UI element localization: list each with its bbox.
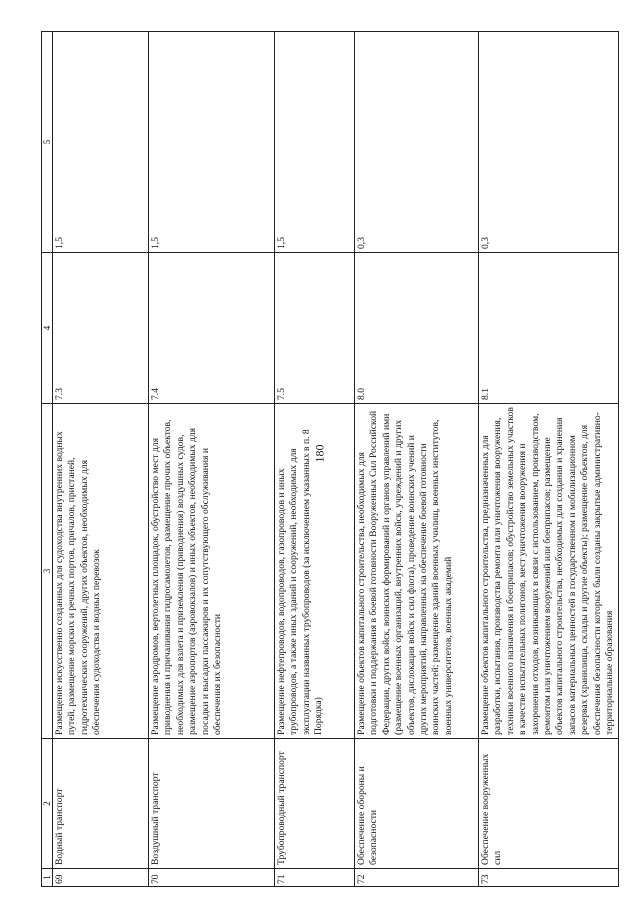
row-number: 73	[479, 869, 619, 887]
row-description: Размещение объектов капитального строительства, необходимых для подготовки и поддержания в боевой готовности Вооруженных Сил Российской Федерации, других войск, воинских формирований и органов управлений ими (размещение военных организаций, внутренних войск, учреждений и других объектов, дислокация войск и сил флота), проведение воинских учений и других мероприятий, направленных на обеспечение боевой готовности воинских частей; размещение зданий военных училищ, военных институтов, военных университетов, военных академий	[355, 404, 479, 739]
row-number: 70	[149, 869, 275, 887]
row-name: Обеспечение вооруженных сил	[479, 739, 619, 869]
table-header-row	[42, 32, 53, 887]
row-description: Размещение нефтепроводов, водопроводов, газопроводов и иных трубопроводов, а также иных зданий и сооружений, необходимых для эксплуатации названных трубопроводов (за исключением указанных в п. 8 Порядка)	[275, 404, 355, 739]
row-number: 72	[355, 869, 479, 887]
land-use-table	[41, 31, 619, 887]
header-cell: 3	[42, 404, 53, 739]
row-description: Размещение аэродромов, вертолетных площадок, обустройство мест для приводнения и причаливания гидросамолетов, размещение прочих объектов, необходимых для взлета и приземления (приводнения) воздушных судов, размещение аэропортов (аэровокзалов) и иных объектов, необходимых для посадки и высадки пассажиров и их сопутствующего обслуживания и обеспечения их безопасности	[149, 404, 275, 739]
row-value: 1,5	[53, 32, 149, 253]
row-code: 7.3	[53, 253, 149, 404]
row-value: 0,3	[355, 32, 479, 253]
row-description: Размещение объектов капитального строительства, предназначенных для разработки, испытания, производства ремонта или уничтожения вооружения, техники военного назначения и боеприпасов; обустройство земельных участков в качестве испытательных полигонов, мест уничтожения вооружения и захоронения отходов, возникающих в связи с использованием, производством, ремонтом или уничтожением вооружений или боеприпасов; размещение объектов капитального строительства, необходимых для создания и хранения запасов материальных ценностей в государственном и мобилизационном резервах (хранилища, склады и другие объекты); размещение объектов, для обеспечения безопасности которых были созданы закрытые административно-территориальные образования	[479, 404, 619, 739]
table-row	[53, 32, 149, 887]
row-number: 71	[275, 869, 355, 887]
row-name: Воздушный транспорт	[149, 739, 275, 869]
page-number: 180	[312, 444, 327, 463]
header-cell: 2	[42, 739, 53, 869]
table-row	[355, 32, 479, 887]
row-code: 8.0	[355, 253, 479, 404]
row-number: 69	[53, 869, 149, 887]
row-name: Обеспечение обороны и безопасности	[355, 739, 479, 869]
row-code: 7.4	[149, 253, 275, 404]
row-value: 1,5	[275, 32, 355, 253]
header-cell: 5	[42, 32, 53, 253]
header-cell: 1	[42, 869, 53, 887]
table-row	[275, 32, 355, 887]
table-row	[149, 32, 275, 887]
table-row	[479, 32, 619, 887]
row-name: Водный транспорт	[53, 739, 149, 869]
row-name: Трубопроводный транспорт	[275, 739, 355, 869]
row-description: Размещение искусственно созданных для судоходства внутренних водных путей, размещение морских и речных портов, причалов, пристаней, гидротехнических сооружений, других объектов, необходимых для обеспечения судоходства и водных перевозок	[53, 404, 149, 739]
header-cell: 4	[42, 253, 53, 404]
row-value: 1,5	[149, 32, 275, 253]
row-value: 0,3	[479, 32, 619, 253]
rotated-table-area	[41, 32, 616, 887]
row-code: 7.5	[275, 253, 355, 404]
table-container	[41, 32, 616, 887]
row-code: 8.1	[479, 253, 619, 404]
